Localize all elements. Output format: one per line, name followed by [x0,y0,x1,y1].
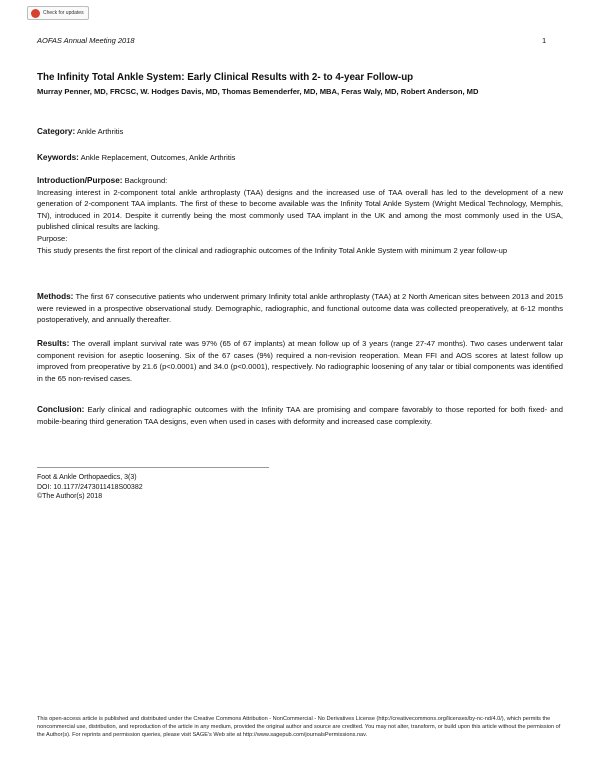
introduction-section [37,175,563,256]
category-value: Ankle Arthritis [76,127,124,136]
purpose-text: This study presents the first report of the clinical and radiographic outcomes of the Infinity Total Ankle System with minimum 2 year follow-up [37,245,508,255]
methods-heading: Methods: [37,292,74,301]
category-line [37,126,123,137]
conclusion-text: Early clinical and radiographic outcomes with the Infinity TAA are promising and compare favorably to those reported for both fixed- and mobile-bearing third generation TAA designs, even when used in cases with deformity and increased case complexity. [37,405,563,426]
results-heading: Results: [37,339,70,348]
article-title: The Infinity Total Ankle System: Early Clinical Results with 2- to 4-year Follow-up [37,72,414,83]
methods-section [37,291,563,326]
page-number: 1 [542,36,547,45]
results-section [37,338,563,384]
crossmark-icon [31,9,40,18]
journal-citation: Foot & Ankle Orthopaedics, 3(3) [37,474,137,481]
license-notice: This open-access article is published and distributed under the Creative Commons Attribution - NonCommercial - No Derivatives License (http://creativecommons.org/licenses/by-nc-nd/4.0/), which permits the noncommercial use, distribution, and reproduction of the article in any medium, provided the original author and source are credited. You may not alter, transform, or build upon this article without the permission of the Author(s). For reprints and permission queries, please visit SAGE's Web site at http://www.sagepub.com/journalsPermissions.nav. [37,716,561,738]
background-label: Background: [124,176,168,185]
background-text: Increasing interest in 2-component total ankle arthroplasty (TAA) designs and the increased use of TAA overall has led to the development of a new generation of 2-component TAA implants. The first of these to become available was the Infinity Total Ankle System (Wright Medical Technology, Memphis, TN), introduced in 2014. Despite it currently being the most commonly used TAA implant in the UK and among the most commonly used in the USA, published clinical results are lacking. [37,187,563,232]
author-list: Murray Penner, MD, FRCSC, W. Hodges Davis, MD, Thomas Bemenderfer, MD, MBA, Feras Waly, MD, Robert Anderson, MD [37,87,479,96]
methods-text: The first 67 consecutive patients who underwent primary Infinity total ankle arthroplasty (TAA) at 2 North American sites between 2013 and 2015 were reviewed in a prospective observational study. Demographic, radiographic, and functional outcome data was collected preoperatively, at 6-12 months postoperatively, and annually thereafter. [37,292,563,325]
check-for-updates-badge[interactable] [27,6,89,20]
journal-doi: DOI: 10.1177/2473011418S00382 [37,483,143,491]
introduction-heading: Introduction/Purpose: [37,176,123,185]
purpose-label: Purpose: [37,233,68,243]
running-head: AOFAS Annual Meeting 2018 [37,36,135,45]
journal-info [37,473,143,502]
journal-copyright: ©The Author(s) 2018 [37,493,103,500]
keywords-line [37,152,235,163]
footer-divider [37,467,269,468]
conclusion-section [37,404,563,427]
results-text: The overall implant survival rate was 97% (65 of 67 implants) at mean follow up of 3 years (range 27-47 months). Two cases underwent talar component revision for aseptic loosening. Six of the 67 cases (9%) required a non-revision reoperation. Mean FFI and AOS scores at latest follow up improved from preoperative by 21.6 (p<0.0001) and 34.0 (p<0.0001), respectively. No radiographic loosening of any talar or tibial components was identified in the 65 non-revised cases. [37,339,563,383]
keywords-label: Keywords: [37,153,79,162]
category-label: Category: [37,127,76,136]
keywords-value: Ankle Replacement, Outcomes, Ankle Arthritis [80,153,236,162]
conclusion-heading: Conclusion: [37,405,85,414]
check-for-updates-label: Check for updates [43,10,84,16]
